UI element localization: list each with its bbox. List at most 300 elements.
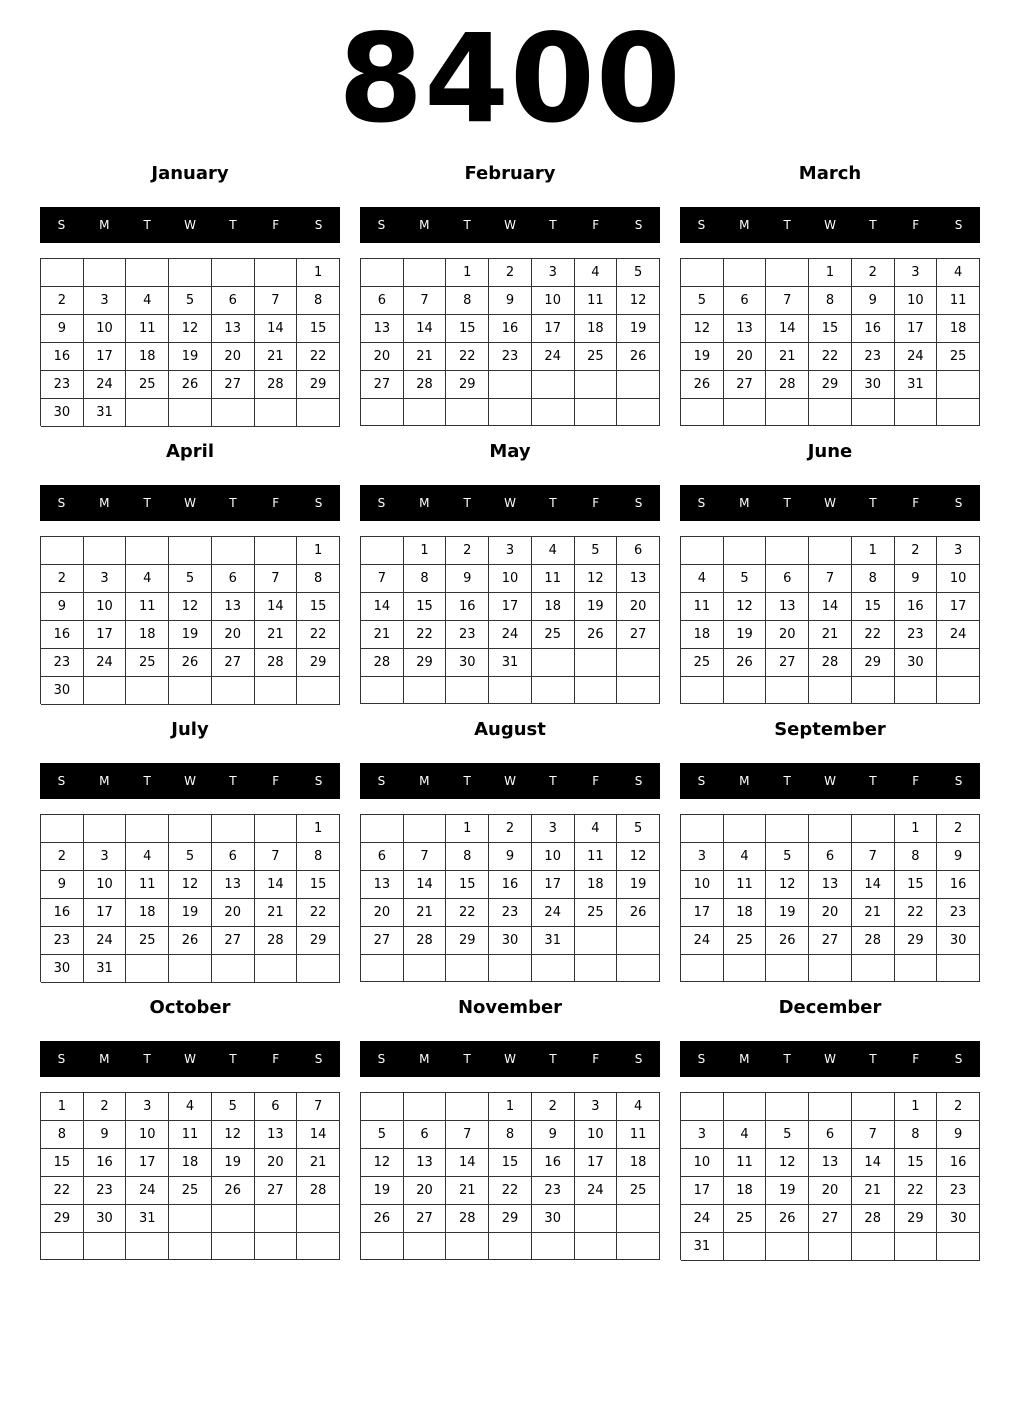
day-cell: 7: [404, 843, 447, 871]
day-cell: 25: [126, 371, 169, 399]
day-cell: [937, 399, 980, 426]
day-cell: 11: [681, 593, 724, 621]
day-cell: 31: [84, 399, 127, 427]
day-cell: 9: [84, 1121, 127, 1149]
day-cell: 28: [446, 1205, 489, 1233]
day-cell: 14: [297, 1121, 340, 1149]
day-cell: 17: [84, 621, 127, 649]
weekday-label: S: [954, 496, 963, 510]
day-cell: 30: [937, 927, 980, 955]
day-cell: 20: [724, 343, 767, 371]
day-cell: 9: [41, 593, 84, 621]
day-cell: [575, 1233, 618, 1260]
day-cell: 18: [126, 621, 169, 649]
weekday-label: W: [824, 774, 836, 788]
weekday-label: S: [954, 774, 963, 788]
day-cell: 28: [404, 371, 447, 399]
day-cell: 5: [169, 565, 212, 593]
day-cell: [766, 537, 809, 565]
year-title: 8400: [338, 8, 682, 150]
day-cell: 6: [212, 287, 255, 315]
day-grid: [360, 258, 660, 426]
day-cell: [937, 649, 980, 677]
day-cell: 19: [724, 621, 767, 649]
day-cell: [489, 955, 532, 982]
day-cell: [681, 1093, 724, 1121]
weekday-header: [40, 207, 340, 243]
day-cell: [809, 537, 852, 565]
day-cell: 7: [809, 565, 852, 593]
weekday-label: T: [549, 1052, 557, 1066]
day-cell: [84, 677, 127, 705]
day-cell: 10: [575, 1121, 618, 1149]
weekday-label: M: [99, 1052, 110, 1066]
month-name: September: [774, 719, 886, 740]
day-cell: 3: [532, 815, 575, 843]
day-cell: 17: [84, 899, 127, 927]
day-cell: 23: [489, 343, 532, 371]
weekday-label: W: [184, 496, 196, 510]
weekday-label: T: [463, 1052, 471, 1066]
day-cell: 10: [84, 593, 127, 621]
day-cell: 19: [617, 871, 660, 899]
month-name: December: [778, 997, 882, 1018]
weekday-label: T: [229, 1052, 237, 1066]
day-cell: 27: [809, 1205, 852, 1233]
day-cell: 18: [126, 343, 169, 371]
day-cell: 16: [489, 315, 532, 343]
day-cell: [937, 955, 980, 982]
day-cell: 2: [41, 565, 84, 593]
day-cell: 24: [126, 1177, 169, 1205]
weekday-label: W: [184, 774, 196, 788]
day-cell: 27: [361, 371, 404, 399]
day-cell: [809, 955, 852, 982]
day-cell: 16: [937, 1149, 980, 1177]
day-cell: [446, 955, 489, 982]
day-cell: 5: [169, 843, 212, 871]
day-cell: 7: [255, 287, 298, 315]
day-cell: [212, 259, 255, 287]
day-cell: 2: [41, 287, 84, 315]
day-cell: 10: [681, 1149, 724, 1177]
day-cell: 29: [446, 371, 489, 399]
day-cell: [617, 677, 660, 704]
day-cell: 3: [84, 843, 127, 871]
day-cell: 30: [532, 1205, 575, 1233]
day-cell: [169, 815, 212, 843]
day-cell: [126, 1233, 169, 1260]
day-cell: 14: [852, 1149, 895, 1177]
day-cell: 13: [212, 593, 255, 621]
day-cell: 9: [852, 287, 895, 315]
day-cell: 29: [404, 649, 447, 677]
day-cell: 2: [489, 259, 532, 287]
day-cell: 4: [724, 843, 767, 871]
day-cell: 22: [297, 621, 340, 649]
day-cell: 13: [361, 315, 404, 343]
day-cell: 4: [126, 565, 169, 593]
day-cell: [766, 259, 809, 287]
weekday-label: M: [99, 218, 110, 232]
day-cell: 24: [895, 343, 938, 371]
day-cell: 5: [724, 565, 767, 593]
day-grid: [680, 814, 980, 982]
weekday-label: T: [549, 218, 557, 232]
day-cell: [169, 537, 212, 565]
day-cell: 11: [126, 871, 169, 899]
day-cell: 16: [446, 593, 489, 621]
day-cell: 20: [361, 343, 404, 371]
day-cell: [724, 677, 767, 704]
day-cell: 25: [937, 343, 980, 371]
day-cell: [852, 677, 895, 704]
day-cell: 17: [84, 343, 127, 371]
day-cell: 3: [575, 1093, 618, 1121]
day-cell: 17: [532, 315, 575, 343]
day-cell: 23: [937, 899, 980, 927]
day-cell: 5: [681, 287, 724, 315]
day-cell: 21: [255, 343, 298, 371]
day-cell: 8: [297, 843, 340, 871]
day-cell: 23: [84, 1177, 127, 1205]
day-cell: [255, 399, 298, 427]
day-cell: 3: [126, 1093, 169, 1121]
day-cell: [297, 1205, 340, 1233]
day-cell: [212, 815, 255, 843]
day-cell: 19: [766, 1177, 809, 1205]
day-cell: 12: [169, 593, 212, 621]
day-cell: 7: [766, 287, 809, 315]
day-cell: 7: [852, 843, 895, 871]
day-cell: 1: [809, 259, 852, 287]
day-cell: 9: [489, 287, 532, 315]
day-cell: 30: [489, 927, 532, 955]
day-cell: 15: [446, 315, 489, 343]
day-cell: 25: [532, 621, 575, 649]
weekday-label: T: [463, 774, 471, 788]
day-cell: [766, 1093, 809, 1121]
day-cell: [895, 1233, 938, 1261]
weekday-label: T: [869, 218, 877, 232]
day-cell: 4: [724, 1121, 767, 1149]
weekday-header: [680, 763, 980, 799]
month-name: June: [807, 441, 853, 462]
day-cell: [361, 1233, 404, 1260]
day-cell: [617, 1233, 660, 1260]
day-cell: 13: [212, 871, 255, 899]
weekday-header: [360, 485, 660, 521]
day-cell: 1: [446, 815, 489, 843]
day-cell: 10: [489, 565, 532, 593]
weekday-label: T: [229, 496, 237, 510]
day-cell: [724, 955, 767, 982]
day-cell: 22: [852, 621, 895, 649]
day-cell: [169, 677, 212, 705]
day-cell: 11: [937, 287, 980, 315]
day-cell: [361, 259, 404, 287]
weekday-label: W: [504, 218, 516, 232]
day-cell: [766, 1233, 809, 1261]
day-cell: 17: [489, 593, 532, 621]
day-cell: [41, 1233, 84, 1260]
day-cell: 6: [809, 1121, 852, 1149]
day-cell: 25: [575, 343, 618, 371]
day-cell: 13: [255, 1121, 298, 1149]
day-cell: 19: [169, 899, 212, 927]
day-cell: 1: [297, 259, 340, 287]
weekday-label: T: [463, 496, 471, 510]
weekday-label: M: [739, 1052, 750, 1066]
day-cell: 20: [809, 1177, 852, 1205]
day-cell: [361, 815, 404, 843]
day-cell: 19: [169, 621, 212, 649]
month-name: October: [149, 997, 231, 1018]
weekday-label: F: [592, 218, 600, 232]
day-cell: 14: [852, 871, 895, 899]
day-cell: 18: [575, 871, 618, 899]
day-cell: 16: [895, 593, 938, 621]
day-cell: 21: [852, 1177, 895, 1205]
day-cell: [255, 537, 298, 565]
weekday-header: [360, 207, 660, 243]
weekday-header: [360, 1041, 660, 1077]
day-cell: 11: [532, 565, 575, 593]
day-cell: [84, 537, 127, 565]
day-cell: 28: [255, 649, 298, 677]
day-cell: 18: [532, 593, 575, 621]
day-cell: [575, 371, 618, 399]
day-cell: 10: [895, 287, 938, 315]
day-grid: [40, 1092, 340, 1260]
day-cell: [41, 259, 84, 287]
day-cell: 22: [489, 1177, 532, 1205]
weekday-label: S: [377, 774, 386, 788]
day-cell: [212, 1205, 255, 1233]
day-cell: 27: [361, 927, 404, 955]
day-cell: [126, 955, 169, 983]
day-cell: [41, 537, 84, 565]
day-cell: 4: [681, 565, 724, 593]
weekday-header: [360, 763, 660, 799]
day-cell: [724, 259, 767, 287]
weekday-label: W: [824, 496, 836, 510]
weekday-label: M: [739, 218, 750, 232]
day-cell: [724, 1233, 767, 1261]
day-cell: 2: [489, 815, 532, 843]
day-cell: 12: [766, 871, 809, 899]
day-cell: [361, 955, 404, 982]
weekday-label: S: [57, 496, 66, 510]
day-cell: 13: [212, 315, 255, 343]
day-grid: [680, 536, 980, 704]
day-cell: 8: [489, 1121, 532, 1149]
month-name: November: [457, 997, 563, 1018]
day-cell: 30: [41, 399, 84, 427]
day-cell: 13: [809, 871, 852, 899]
weekday-label: T: [143, 1052, 151, 1066]
day-cell: 6: [766, 565, 809, 593]
day-cell: 29: [297, 371, 340, 399]
day-cell: 20: [404, 1177, 447, 1205]
day-cell: 6: [361, 287, 404, 315]
day-cell: 27: [212, 649, 255, 677]
weekday-label: T: [869, 496, 877, 510]
weekday-label: W: [824, 1052, 836, 1066]
day-cell: 1: [41, 1093, 84, 1121]
weekday-label: T: [463, 218, 471, 232]
day-cell: 29: [809, 371, 852, 399]
day-cell: 22: [446, 343, 489, 371]
day-cell: 17: [937, 593, 980, 621]
day-cell: 16: [41, 343, 84, 371]
weekday-label: M: [739, 774, 750, 788]
day-cell: 25: [617, 1177, 660, 1205]
day-cell: 24: [681, 1205, 724, 1233]
day-cell: 28: [297, 1177, 340, 1205]
day-cell: 6: [361, 843, 404, 871]
day-cell: 23: [41, 649, 84, 677]
day-cell: 22: [297, 343, 340, 371]
day-cell: 3: [84, 287, 127, 315]
day-cell: 8: [297, 565, 340, 593]
day-cell: 21: [766, 343, 809, 371]
day-cell: [895, 955, 938, 982]
day-cell: [809, 677, 852, 704]
day-cell: 15: [489, 1149, 532, 1177]
day-cell: 28: [255, 927, 298, 955]
day-cell: 26: [724, 649, 767, 677]
weekday-label: F: [272, 218, 280, 232]
day-cell: [766, 399, 809, 426]
day-cell: 24: [575, 1177, 618, 1205]
weekday-label: T: [869, 1052, 877, 1066]
day-cell: 10: [681, 871, 724, 899]
day-cell: 5: [212, 1093, 255, 1121]
day-cell: 14: [404, 315, 447, 343]
day-cell: [361, 537, 404, 565]
day-cell: [489, 677, 532, 704]
day-cell: [852, 1233, 895, 1261]
weekday-label: M: [419, 496, 430, 510]
day-cell: [852, 1093, 895, 1121]
day-cell: 15: [297, 315, 340, 343]
day-cell: [169, 1205, 212, 1233]
day-cell: 15: [809, 315, 852, 343]
day-cell: 26: [681, 371, 724, 399]
day-cell: [809, 1233, 852, 1261]
weekday-label: S: [377, 1052, 386, 1066]
day-cell: 21: [361, 621, 404, 649]
day-cell: 18: [169, 1149, 212, 1177]
day-cell: 26: [169, 927, 212, 955]
weekday-header: [680, 207, 980, 243]
day-cell: 28: [852, 1205, 895, 1233]
day-cell: 14: [446, 1149, 489, 1177]
day-cell: 2: [532, 1093, 575, 1121]
day-cell: [212, 677, 255, 705]
weekday-label: F: [592, 496, 600, 510]
day-cell: 9: [895, 565, 938, 593]
day-cell: [681, 259, 724, 287]
day-cell: 13: [809, 1149, 852, 1177]
day-cell: 24: [532, 343, 575, 371]
day-cell: 26: [169, 649, 212, 677]
weekday-label: F: [912, 774, 920, 788]
day-cell: 21: [852, 899, 895, 927]
day-cell: 11: [169, 1121, 212, 1149]
day-cell: 9: [489, 843, 532, 871]
day-cell: 27: [212, 927, 255, 955]
weekday-label: M: [419, 774, 430, 788]
day-cell: [575, 399, 618, 426]
day-cell: 21: [446, 1177, 489, 1205]
weekday-label: M: [99, 496, 110, 510]
day-cell: [404, 1233, 447, 1260]
day-cell: 21: [404, 343, 447, 371]
day-cell: 14: [255, 315, 298, 343]
day-cell: 14: [766, 315, 809, 343]
day-cell: 29: [895, 1205, 938, 1233]
day-cell: 8: [895, 843, 938, 871]
day-cell: 21: [404, 899, 447, 927]
day-cell: 3: [895, 259, 938, 287]
day-cell: 17: [126, 1149, 169, 1177]
day-cell: 28: [361, 649, 404, 677]
day-cell: [895, 677, 938, 704]
day-grid: [40, 258, 340, 426]
weekday-label: S: [634, 496, 643, 510]
day-cell: 22: [404, 621, 447, 649]
day-grid: [40, 814, 340, 982]
day-cell: 16: [41, 899, 84, 927]
day-cell: 10: [84, 871, 127, 899]
day-cell: 15: [446, 871, 489, 899]
day-cell: [255, 677, 298, 705]
day-cell: 16: [852, 315, 895, 343]
day-cell: 26: [575, 621, 618, 649]
day-cell: [681, 677, 724, 704]
day-cell: 14: [361, 593, 404, 621]
weekday-label: S: [954, 1052, 963, 1066]
day-cell: 2: [937, 815, 980, 843]
day-cell: 18: [575, 315, 618, 343]
day-cell: [809, 815, 852, 843]
day-cell: [809, 399, 852, 426]
weekday-label: T: [549, 774, 557, 788]
day-cell: [937, 1233, 980, 1261]
day-cell: 13: [724, 315, 767, 343]
day-cell: 12: [575, 565, 618, 593]
day-cell: 5: [617, 815, 660, 843]
day-cell: 1: [446, 259, 489, 287]
day-cell: 22: [446, 899, 489, 927]
day-cell: [446, 399, 489, 426]
day-cell: 26: [212, 1177, 255, 1205]
day-cell: 7: [255, 843, 298, 871]
weekday-label: S: [57, 218, 66, 232]
day-cell: 26: [766, 927, 809, 955]
day-cell: 19: [361, 1177, 404, 1205]
weekday-label: T: [549, 496, 557, 510]
weekday-label: S: [314, 774, 323, 788]
day-cell: 4: [126, 287, 169, 315]
day-cell: 23: [532, 1177, 575, 1205]
day-cell: [681, 955, 724, 982]
weekday-label: T: [783, 496, 791, 510]
day-cell: 8: [852, 565, 895, 593]
weekday-label: T: [783, 218, 791, 232]
